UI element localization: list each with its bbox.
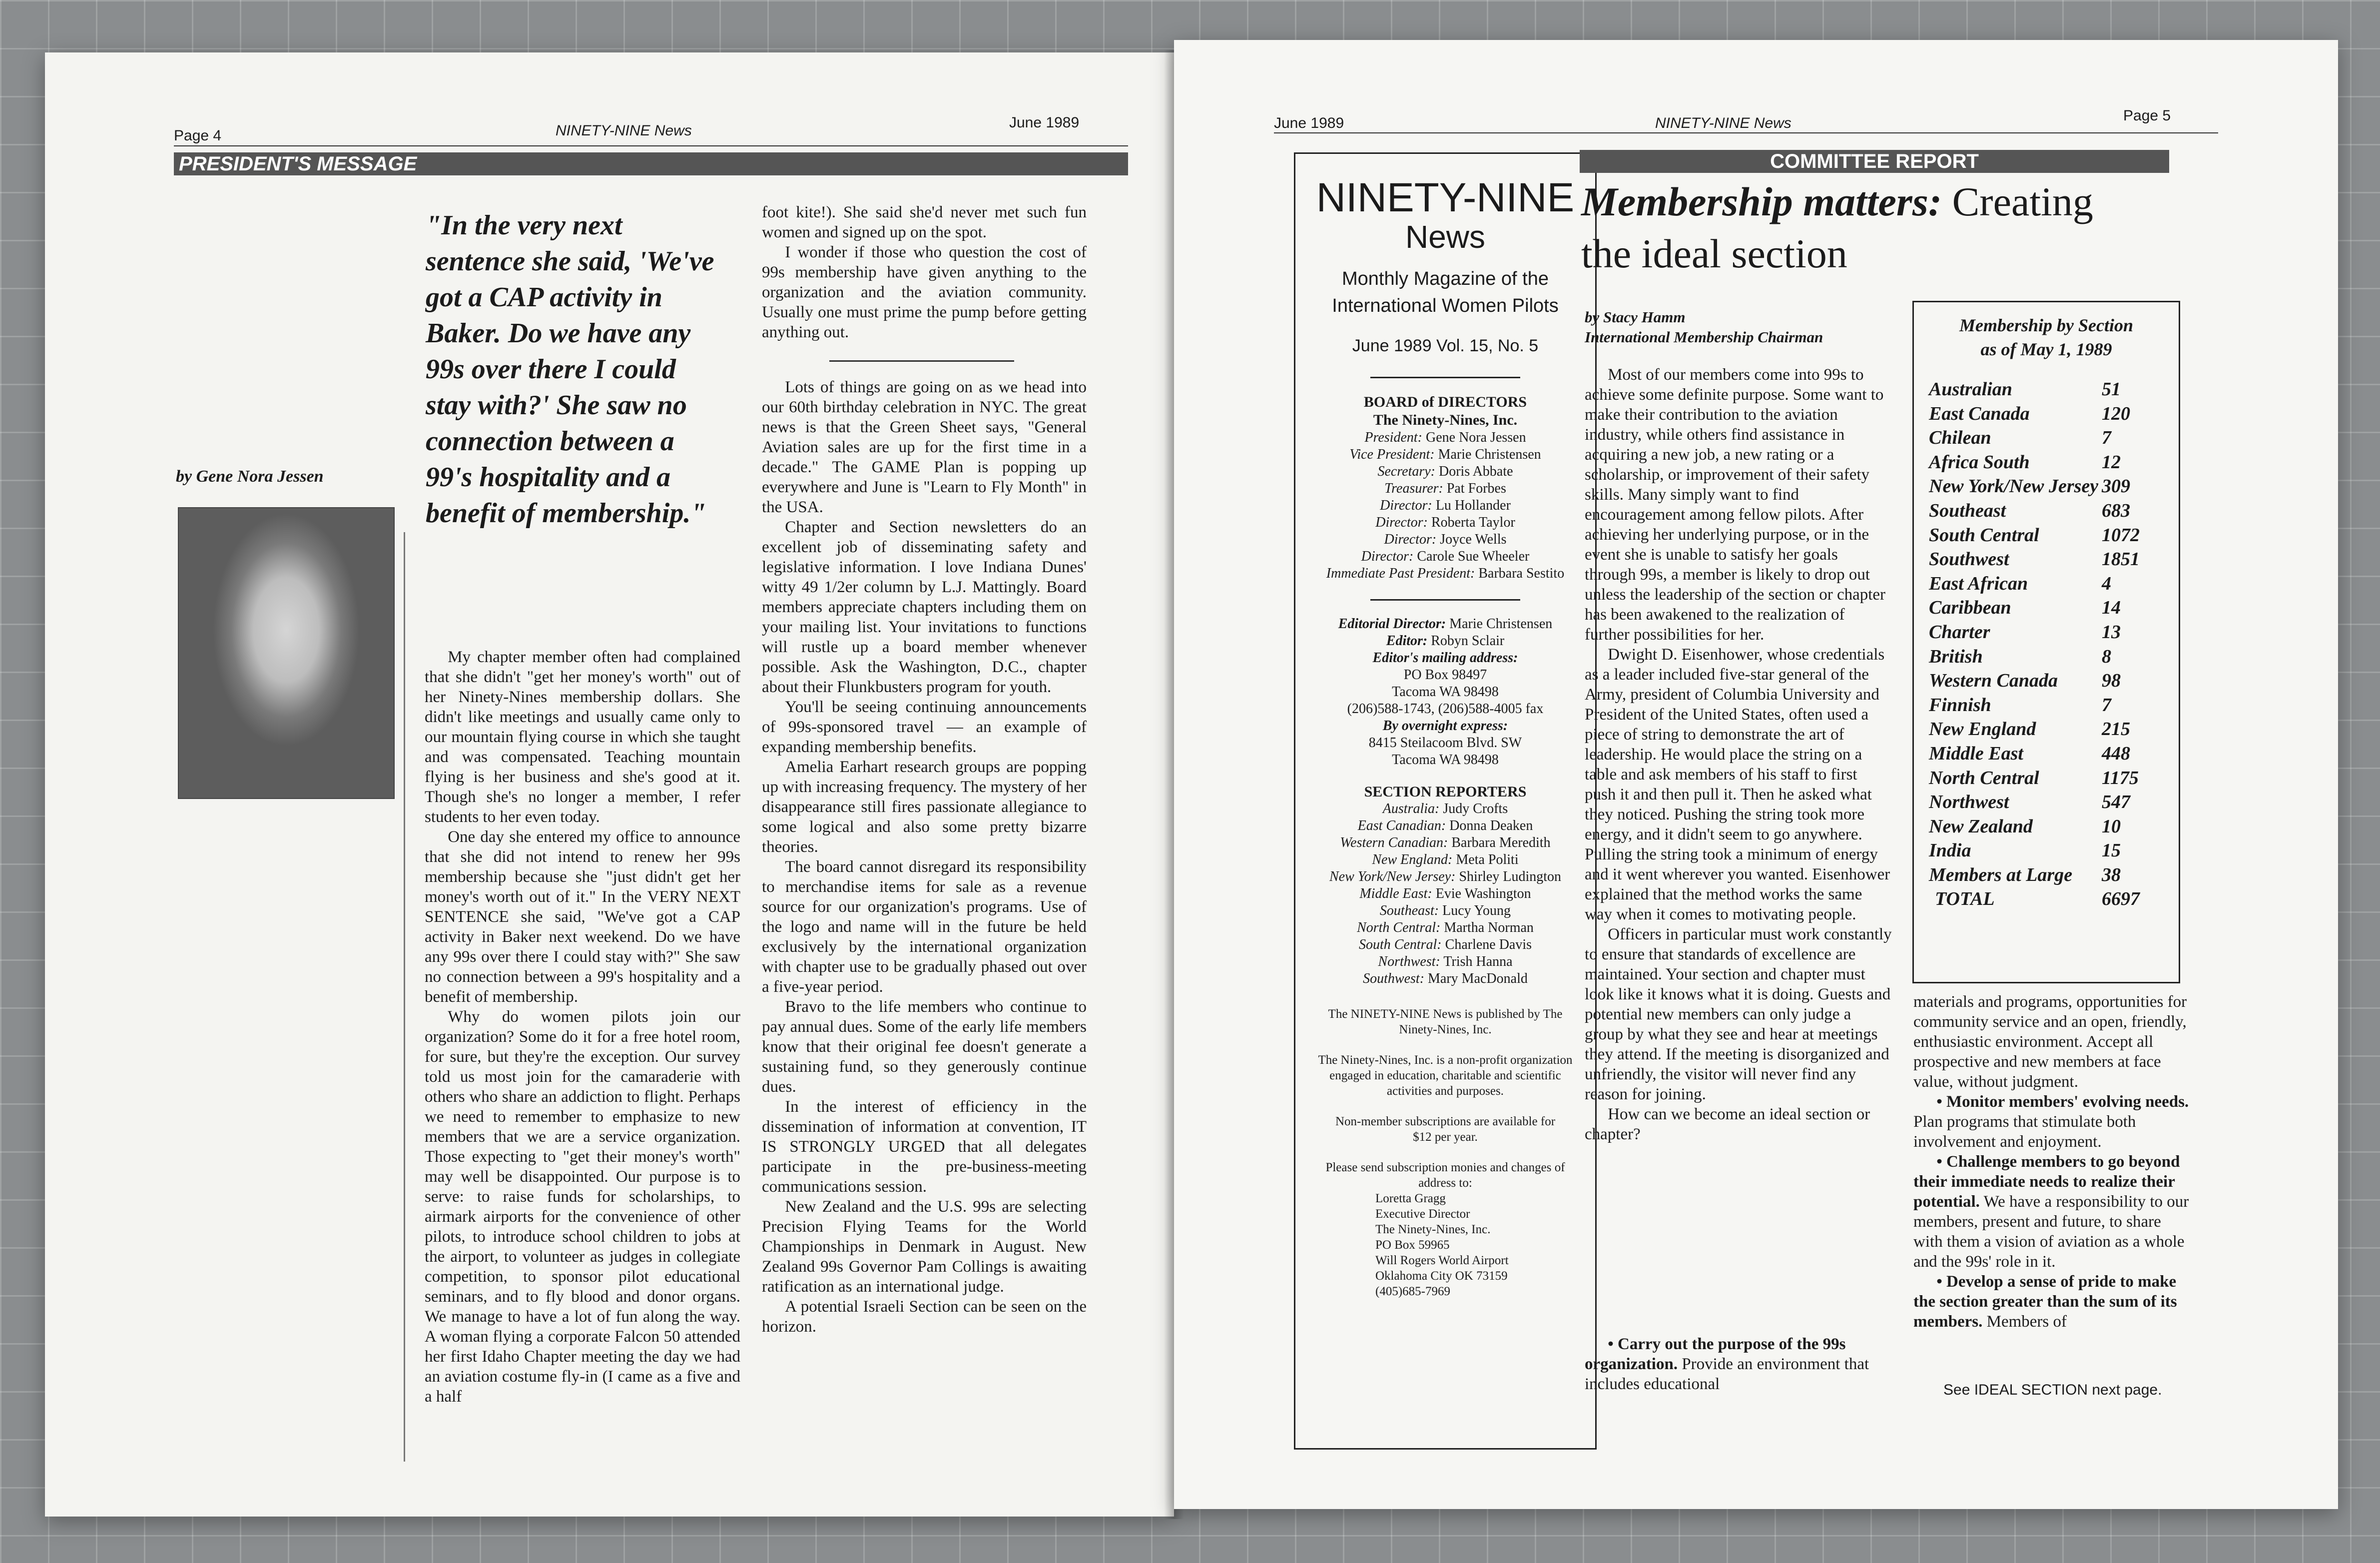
table-row <box>1929 547 2157 572</box>
bullet-3-bold: • Challenge members to go beyond their immediate needs to realize their potential. <box>1913 1153 2180 1211</box>
section-reporter-role: Western Canadian: <box>1340 835 1448 850</box>
paragraph: Chapter and Section newsletters do an excellent job of disseminating safety and legislative information. I love Indiana Dunes' witty 49 1/2er column by L.J. Mattingly. Board members appreciate chapters including them on your mailing list. Your invitations to functions will rustle up a board member whenever possible. Ask the Washington, D.C., chapter about their Flunkbusters program for youth. <box>762 518 1087 696</box>
section-name: Members at Large <box>1929 864 2073 885</box>
paragraph: How can we become an ideal section or chapter? <box>1585 1105 1870 1143</box>
board-member <box>1295 548 1595 565</box>
board-member <box>1295 514 1595 531</box>
address-line: Executive Director <box>1375 1207 1470 1221</box>
section-name: New Zealand <box>1929 815 2033 837</box>
masthead-rule-2 <box>1370 599 1520 601</box>
address-line: Oklahoma City OK 73159 <box>1375 1269 1508 1283</box>
section-banner-president: PRESIDENT'S MESSAGE <box>174 152 1128 175</box>
nonprofit-note: The Ninety-Nines, Inc. is a non-profit organization engaged in education, charitable and scientific activities and purposes. <box>1318 1053 1573 1098</box>
board-list <box>1295 429 1595 582</box>
section-reporter-name: Meta Politi <box>1456 852 1519 867</box>
section-reporter <box>1295 817 1595 834</box>
masthead-title-news: News <box>1405 219 1486 255</box>
paragraph: Officers in particular must work constantly to ensure that standards of excellence are maintained. Your section and chapter must look like it knows what it is doing. Guests and potential new members can only judge a group by what they see and hear at meetings they attend. If the meeting is disorganized and unfriendly, the visitor will never find any reason for joining. <box>1585 925 1892 1103</box>
section-name: Southeast <box>1929 500 2006 521</box>
table-row <box>1929 645 2157 669</box>
membership-table <box>1912 301 2180 983</box>
section-name: Southwest <box>1929 549 2009 570</box>
board-member-name: Barbara Sestito <box>1478 566 1565 581</box>
paragraph: Dwight D. Eisenhower, whose credentials as a leader included five-star general of the Army, president of Columbia University and President of the United States, often used a piece of string to demonstrate the art of leadership. He would place the string on a table and ask members of his staff to first push it and then pull it. Then he asked what they noticed. Pushing the string took more energy, and it didn't seem to go anywhere. Pulling the string took a minimum of energy and it went wherever you wanted. Eisenhower explained that the method works the same way when it comes to motivating people. <box>1585 646 1890 923</box>
mailing-address <box>1295 667 1595 718</box>
table-row <box>1929 474 2157 499</box>
section-count: 12 <box>2102 451 2121 473</box>
section-name: New England <box>1929 719 2036 740</box>
section-reporter-name: Charlene Davis <box>1445 937 1532 952</box>
board-member-role: Director: <box>1384 532 1437 547</box>
table-row <box>1929 620 2157 645</box>
header-rule-left <box>174 145 1128 146</box>
section-reporter-role: North Central: <box>1357 920 1441 935</box>
table-row <box>1929 402 2157 426</box>
section-count: 7 <box>2102 427 2111 449</box>
section-count: 13 <box>2102 621 2121 643</box>
bullet-4-bold: • Develop a sense of pride to make the section greater than the sum of its members. <box>1913 1273 2177 1331</box>
section-reporter-name: Judy Crofts <box>1443 801 1508 816</box>
table-row <box>1929 838 2157 863</box>
masthead-subtitle: Monthly Magazine of the International Women Pilots <box>1332 268 1559 316</box>
left-page <box>45 52 1174 1517</box>
paragraph: In the interest of efficiency in the dissemination of information at convention, IT IS STRONGLY URGED that all delegates participate in the pre-business-meeting communications session. <box>762 1098 1087 1196</box>
paragraph: A potential Israeli Section can be seen on the horizon. <box>762 1298 1087 1336</box>
section-count: 1851 <box>2102 549 2140 570</box>
president-message-column-1 <box>425 647 740 1407</box>
editorial-member-name: Marie Christensen <box>1449 616 1553 632</box>
paragraph: foot kite!). She said she'd never met such fun women and signed up on the spot. <box>762 203 1087 241</box>
byline-right <box>1585 307 1823 347</box>
editorial-member-name: Robyn Sclair <box>1431 633 1505 649</box>
board-member <box>1295 429 1595 446</box>
editorial-member <box>1295 616 1595 633</box>
pull-quote: "In the very next sentence she said, 'We've got a CAP activity in Baker. Do we have any 99s over there I could stay with?' She saw no connection between a 99's hospitality and a benefit of membership." <box>426 210 714 529</box>
section-count: 120 <box>2102 403 2130 424</box>
overnight-address <box>1295 735 1595 769</box>
editorial-member <box>1295 633 1595 650</box>
table-row <box>1929 814 2157 839</box>
board-member-role: Vice President: <box>1349 447 1435 462</box>
section-name: Charter <box>1929 621 1990 643</box>
board-member-role: President: <box>1364 430 1422 445</box>
section-name: Africa South <box>1929 451 2030 473</box>
bullet-1 <box>1585 1334 1892 1394</box>
paragraph: My chapter member often had complained that she didn't "get her money's worth" out of her Ninety-Nines membership dollars. She didn't like meetings and usually came only to our mountain flying course in which she taught and was compensated. Teaching mountain flying is her business and she's good at it. Though she's no longer a member, I refer students to her even today. <box>425 648 740 826</box>
section-reporter <box>1295 919 1595 936</box>
board-member-role: Treasurer: <box>1384 481 1443 496</box>
address-line: The Ninety-Nines, Inc. <box>1375 1223 1491 1236</box>
section-reporter <box>1295 936 1595 953</box>
paragraph: Most of our members come into 99s to achieve some definite purpose. Some want to make their contribution to the aviation industry, while others find assistance in acquiring a new job, a new rating or a scholarship, or improvement of their safety skills. Many simply want to find encouragement among fellow pilots. After achieving her underlying purpose, or in the event she is unable to satisfy her goals through 99s, a member is likely to drop out unless the leadership of the section or chapter has been awakened to the realization of further possibilities for her. <box>1585 366 1886 644</box>
paragraph: New Zealand and the U.S. 99s are selecting Precision Flying Teams for the World Championships in Denmark in August. New Zealand 99s Governor Pam Collings is awaiting ratification as an international judge. <box>762 1198 1087 1296</box>
section-name: North Central <box>1929 767 2039 788</box>
editorial-member-role: Editorial Director: <box>1338 616 1446 632</box>
section-count: 309 <box>2102 476 2130 497</box>
address-line: (206)588-1743, (206)588-4005 fax <box>1347 701 1544 717</box>
section-reporter <box>1295 851 1595 868</box>
table-row <box>1929 766 2157 790</box>
masthead-issue: June 1989 Vol. 15, No. 5 <box>1352 336 1539 355</box>
section-reporter <box>1295 885 1595 902</box>
board-member <box>1295 480 1595 497</box>
table-row <box>1929 669 2157 693</box>
section-reporter <box>1295 834 1595 851</box>
paragraph: materials and programs, opportunities for community service and an open, friendly, enthusiastic environment. Accept all prospective and new members at face value, without judgment. <box>1913 993 2187 1091</box>
bullet-4-text: Members of <box>1986 1313 2067 1331</box>
table-row <box>1929 499 2157 523</box>
section-reporter-role: New York/New Jersey: <box>1329 869 1456 884</box>
reporters-heading: SECTION REPORTERS <box>1364 783 1527 800</box>
paragraph: Bravo to the life members who continue to pay annual dues. Some of the early life members know that their original fee doesn't generate a sustaining fund, so they generously continue dues. <box>762 998 1087 1096</box>
byline-title: International Membership Chairman <box>1585 328 1823 346</box>
published-by: The NINETY-NINE News is published by The Ninety-Nines, Inc. <box>1328 1007 1563 1036</box>
table-row <box>1929 596 2157 620</box>
section-reporter <box>1295 953 1595 970</box>
section-count: 6697 <box>2102 888 2140 910</box>
paragraph: Amelia Earhart research groups are popping up with increasing frequency. The mystery of her disappearance still fires passionate allegiance to some logical and also some pretty bizarre theories. <box>762 758 1087 856</box>
section-reporter-name: Barbara Meredith <box>1451 835 1551 850</box>
board-member-role: Director: <box>1380 498 1432 513</box>
section-count: 38 <box>2102 864 2121 885</box>
board-member-name: Pat Forbes <box>1446 481 1506 496</box>
section-name: TOTAL <box>1935 888 1995 910</box>
section-count: 547 <box>2102 791 2130 813</box>
editorial-list <box>1295 616 1595 650</box>
board-member-role: Director: <box>1361 549 1414 564</box>
board-member-name: Joyce Wells <box>1440 532 1507 547</box>
table-row <box>1929 717 2157 742</box>
bullet-3-text: We have a responsibility to our members, present and future, to share with them a vision of aviation as a whole and the 99s' role in it. <box>1913 1193 2189 1271</box>
address-line: Loretta Gragg <box>1375 1192 1446 1205</box>
section-reporter <box>1295 800 1595 817</box>
section-banner-committee: COMMITTEE REPORT <box>1580 150 2169 173</box>
section-reporter-name: Donna Deaken <box>1449 818 1533 833</box>
board-org: The Ninety-Nines, Inc. <box>1373 412 1518 428</box>
section-count: 14 <box>2102 597 2121 619</box>
board-member <box>1295 446 1595 463</box>
mailing-heading: Editor's mailing address: <box>1372 650 1518 666</box>
section-reporter-role: East Canadian: <box>1357 818 1446 833</box>
section-count: 448 <box>2102 743 2130 764</box>
table-row <box>1929 572 2157 596</box>
send-address <box>1375 1191 1595 1299</box>
board-member <box>1295 531 1595 548</box>
bullet-1-bold: • Carry out the purpose of the 99s organization. <box>1585 1335 1846 1373</box>
board-member-name: Roberta Taylor <box>1431 515 1515 530</box>
section-reporter-name: Evie Washington <box>1435 886 1531 901</box>
headline-bold: Membership matters: <box>1581 179 1942 224</box>
address-line: PO Box 98497 <box>1403 667 1487 683</box>
section-name: New York/New Jersey <box>1929 476 2099 497</box>
table-row <box>1929 450 2157 475</box>
editorial-member-role: Editor: <box>1386 633 1428 649</box>
section-name: British <box>1929 646 1983 667</box>
section-reporter-name: Lucy Young <box>1442 903 1511 918</box>
bullet-3 <box>1913 1152 2193 1272</box>
section-count: 51 <box>2102 379 2121 400</box>
address-line: 8415 Steilacoom Blvd. SW <box>1368 735 1522 751</box>
paragraph: I wonder if those who question the cost of 99s membership have given anything to the organization and the aviation community. Usually one must prime the pump before getting anything out. <box>762 243 1087 341</box>
section-count: 8 <box>2102 646 2111 667</box>
section-reporter-role: Middle East: <box>1359 886 1432 901</box>
section-count: 7 <box>2102 694 2111 716</box>
section-reporter-name: Trish Hanna <box>1443 954 1513 969</box>
address-line: Tacoma WA 98498 <box>1392 684 1499 700</box>
board-member-name: Carole Sue Wheeler <box>1417 549 1530 564</box>
section-name: Northwest <box>1929 791 2009 813</box>
headline-rest: Creating <box>1952 179 2093 224</box>
section-count: 1072 <box>2102 524 2140 546</box>
board-member-name: Gene Nora Jessen <box>1426 430 1526 445</box>
headline-line2: the ideal section <box>1581 231 1847 276</box>
bullet-2-text: Plan programs that stimulate both involvement and enjoyment. <box>1913 1113 2136 1151</box>
section-name: East Canada <box>1929 403 2030 424</box>
section-count: 98 <box>2102 670 2121 692</box>
section-name: Chilean <box>1929 427 1991 449</box>
masthead-rule-1 <box>1370 377 1520 378</box>
section-count: 1175 <box>2102 767 2139 788</box>
bullet-2-bold: • Monitor members' evolving needs. <box>1936 1093 2189 1111</box>
column-separator-rule <box>829 360 1014 362</box>
section-count: 4 <box>2102 573 2111 594</box>
board-member <box>1295 463 1595 480</box>
table-row <box>1929 742 2157 766</box>
page-number-right: Page 5 <box>2123 107 2171 124</box>
board-heading: BOARD of DIRECTORS <box>1363 394 1527 410</box>
header-rule-right <box>1274 132 2218 133</box>
section-count: 215 <box>2102 719 2130 740</box>
section-name: Caribbean <box>1929 597 2011 619</box>
section-reporter-role: Northwest: <box>1378 954 1440 969</box>
section-name: Middle East <box>1929 743 2023 764</box>
section-reporter <box>1295 868 1595 885</box>
section-reporter <box>1295 970 1595 987</box>
board-member-role: Immediate Past President: <box>1326 566 1475 581</box>
section-name: Australian <box>1929 379 2012 400</box>
byline-name: by Stacy Hamm <box>1585 308 1686 326</box>
president-message-column-2-top <box>762 202 1087 342</box>
right-page <box>1174 40 2338 1509</box>
continued-note: See IDEAL SECTION next page. <box>1943 1382 2162 1398</box>
section-reporter-role: South Central: <box>1358 937 1442 952</box>
paragraph: Lots of things are going on as we head into our 60th birthday celebration in NYC. The great news is that the Green Sheet says, "General Aviation sales are up for the first time in a decade." The GAME Plan is popping up everywhere and June is "Learn to Fly Month" in the USA. <box>762 378 1087 516</box>
section-reporter-name: Shirley Ludington <box>1459 869 1562 884</box>
paragraph: One day she entered my office to announce that she did not intend to renew her 99s membership because she "just didn't get her money's worth out of it." In the VERY NEXT SENTENCE she said, "We've got a CAP activity in Baker next weekend. Do we have any 99s over there I could stay with?" She saw no connection between a 99's hospitality and a benefit of membership. <box>425 828 740 1006</box>
paragraph: Why do women pilots join our organization? Some do it for a free hotel room, for sure, but they're the exception. Our survey told us most join for the camaraderie with others who share an addiction to flight. Perhaps we need to remember to emphasize to new members that we are a service organization. Those expecting to "get their money's worth" may well be disappointed. Our purpose is to serve: to raise funds for scholarships, to airmark airports for the convenience of other pilots, to introduce school children to jobs at the airport, to volunteer as judges in collegiate competition, to sponsor pilot educational seminars, and to fly blood and donor organs. We manage to have a lot of fun along the way. A woman flying a corporate Falcon 50 attended her first Idaho Chapter meeting the day we had an aviation costume fly-in (I came as a five and a half <box>425 1008 740 1406</box>
send-intro: Please send subscription monies and changes of address to: <box>1325 1161 1565 1190</box>
address-line: PO Box 59965 <box>1375 1238 1450 1252</box>
table-row <box>1929 377 2157 402</box>
address-line: Will Rogers World Airport <box>1375 1254 1509 1267</box>
section-name: Western Canada <box>1929 670 2058 692</box>
board-member-name: Lu Hollander <box>1435 498 1511 513</box>
running-title-left: NINETY-NINE News <box>556 122 692 139</box>
bullet-1-text: Provide an environment that includes educational <box>1585 1355 1869 1393</box>
paragraph: You'll be seeing continuing announcements of 99s-sponsored travel — an example of expanding membership benefits. <box>762 698 1087 756</box>
running-title-right: NINETY-NINE News <box>1655 115 1791 131</box>
address-line: Tacoma WA 98498 <box>1392 752 1499 768</box>
table-row <box>1929 790 2157 814</box>
page-number-left: Page 4 <box>174 127 222 144</box>
committee-column-1 <box>1585 365 1892 1144</box>
section-reporter-role: Australia: <box>1382 801 1440 816</box>
table-row <box>1929 693 2157 718</box>
column-divider-left <box>404 532 405 1462</box>
table-row <box>1929 887 2157 911</box>
section-reporter <box>1295 902 1595 919</box>
board-member-role: Director: <box>1375 515 1428 530</box>
paragraph: The board cannot disregard its responsibility to merchandise items for sale as a revenue source for our organization's programs. Use of the logo and name will in the future be held exclusively by the international organization with chapter use to be gradually phased out over a five-year period. <box>762 858 1087 996</box>
overnight-heading: By overnight express: <box>1382 718 1508 734</box>
bullet-4 <box>1913 1272 2193 1332</box>
section-name: India <box>1929 840 1971 861</box>
headline <box>1581 176 2181 280</box>
table-title-2: as of May 1, 1989 <box>1980 339 2112 359</box>
board-member-name: Marie Christensen <box>1438 447 1541 462</box>
section-reporter-name: Martha Norman <box>1444 920 1534 935</box>
board-member <box>1295 565 1595 582</box>
address-line: (405)685-7969 <box>1375 1285 1450 1298</box>
section-reporter-role: New England: <box>1372 852 1453 867</box>
board-member-role: Secretary: <box>1377 464 1436 479</box>
president-message-column-2-bottom <box>762 377 1087 1337</box>
section-name: Finnish <box>1929 694 1991 716</box>
section-name: South Central <box>1929 524 2039 546</box>
section-count: 10 <box>2102 815 2121 837</box>
board-member-name: Doris Abbate <box>1439 464 1513 479</box>
masthead-box <box>1294 152 1597 1450</box>
table-row <box>1929 426 2157 450</box>
author-photo <box>178 507 395 799</box>
issue-date-left: June 1989 <box>1009 114 1080 131</box>
section-reporter-name: Mary MacDonald <box>1428 971 1528 986</box>
issue-date-right: June 1989 <box>1274 115 1344 131</box>
board-member <box>1295 497 1595 514</box>
section-count: 683 <box>2102 500 2130 521</box>
section-reporter-role: Southeast: <box>1379 903 1439 918</box>
byline-left: by Gene Nora Jessen <box>176 467 324 486</box>
table-row <box>1929 863 2157 887</box>
table-title-1: Membership by Section <box>1959 315 2133 335</box>
table-row <box>1929 523 2157 548</box>
table-rows <box>1929 377 2157 911</box>
section-count: 15 <box>2102 840 2121 861</box>
masthead-title: NINETY-NINE <box>1316 175 1575 220</box>
bullet-2 <box>1913 1092 2193 1152</box>
subscriptions-note: Non-member subscriptions are available for $12 per year. <box>1335 1115 1556 1144</box>
section-reporter-role: Southwest: <box>1363 971 1425 986</box>
committee-column-2 <box>1913 992 2193 1332</box>
section-name: East African <box>1929 573 2028 594</box>
reporters-list <box>1295 800 1595 987</box>
